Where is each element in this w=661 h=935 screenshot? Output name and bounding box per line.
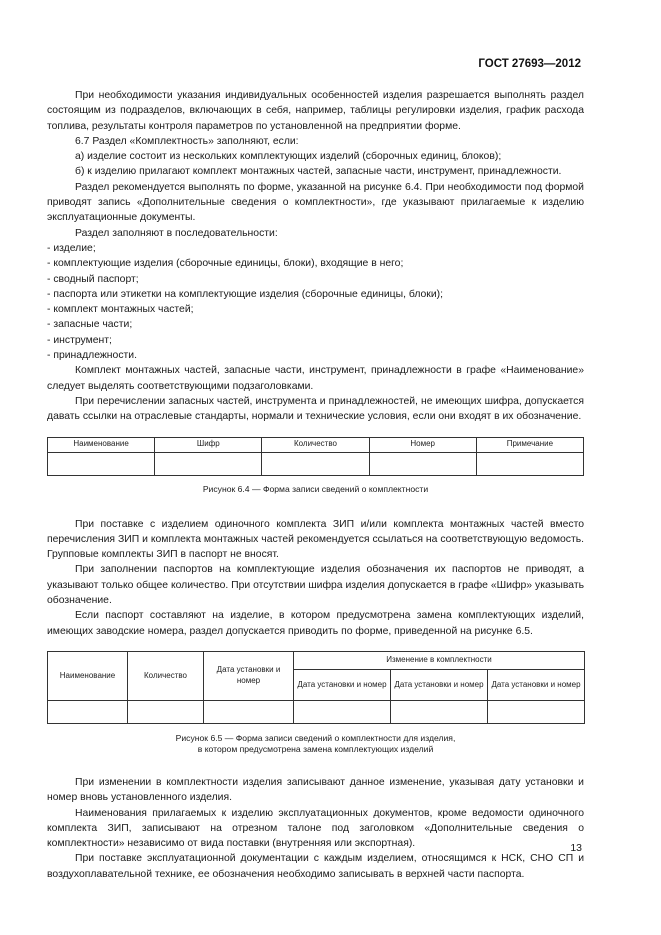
table-cell [262, 452, 369, 475]
figure-caption: Рисунок 6.4 — Форма записи сведений о комплектности [202, 483, 429, 494]
column-header-number: Номер [369, 437, 476, 452]
paragraph: При поставке эксплуатационной документации с каждым изделием, относящимся к НСК, СНО СП и воздухоплавательной технике, ее обозначения необходимо записывать в верхней части паспорта. [47, 853, 584, 880]
list-item: - комплектующие изделия (сборочные единицы, блоки), входящие в него; [47, 258, 404, 270]
table-cell [476, 452, 583, 475]
table-cell [391, 700, 488, 723]
replacement-completeness-form-table [47, 651, 585, 724]
column-header-code: Шифр [155, 437, 262, 452]
table-cell [155, 452, 262, 475]
completeness-form-table [47, 437, 584, 476]
table-header-row [48, 651, 585, 669]
column-header-name: Наименование [48, 437, 155, 452]
table-cell [128, 700, 204, 723]
table-cell [204, 700, 294, 723]
table-header-row [48, 437, 584, 452]
list-item: б) к изделию прилагают комплект монтажных частей, запасные части, инструмент, принадлежности. [75, 166, 562, 178]
table-cell [369, 452, 476, 475]
list-item: - сводный паспорт; [47, 273, 139, 285]
column-header-quantity: Количество [128, 651, 204, 700]
paragraph: Комплект монтажных частей, запасные части, инструмент, принадлежности в графе «Наименование» следует выделять соответствующими подзаголовками. [47, 365, 584, 392]
table-cell [488, 700, 585, 723]
section-heading: 6.7 Раздел «Комплектность» заполняют, если: [75, 135, 299, 147]
paragraph: При поставке с изделием одиночного комплекта ЗИП и/или комплекта монтажных частей вместо перечисления ЗИП и комплекта монтажных частей рекомендуется ссылаться на соответствующую ведомость. Групповые комплекты ЗИП в паспорт не вносят. [47, 518, 584, 561]
list-item: - принадлежности. [47, 350, 137, 362]
list-item: - запасные части; [47, 319, 133, 331]
table-cell [48, 700, 128, 723]
paragraph: При заполнении паспортов на комплектующие изделия обозначения их паспортов не приводят, а указывают только общее количество. При отсутствии шифра изделия допускается в графе «Шифр» указывать обозначение. [47, 564, 584, 607]
table-cell [294, 700, 391, 723]
paragraph: Раздел рекомендуется выполнять по форме, указанной на рисунке 6.4. При необходимости под формой приводят запись «Дополнительные сведения о комплектности», где указывают прилагаемые к изделию эксплуатационные документы. [47, 181, 584, 224]
paragraph: Раздел заполняют в последовательности: [75, 227, 278, 239]
paragraph: При перечислении запасных частей, инструмента и принадлежностей, не имеющих шифра, допускается давать ссылки на отраслевые стандарты, нормали и технические условия, если они входят в их обозначение. [47, 395, 584, 423]
list-item: - изделие; [47, 242, 96, 254]
page-body [47, 88, 584, 882]
column-subheader-install-date: Дата установки и номер [294, 669, 391, 700]
paragraph: При изменении в комплектности изделия записывают данное изменение, указывая дату установки и номер вновь установленного изделия. [47, 776, 584, 804]
column-subheader-install-date: Дата установки и номер [391, 669, 488, 700]
column-header-name: Наименование [48, 651, 128, 700]
figure-caption [47, 733, 584, 755]
column-header-note: Примечание [476, 437, 583, 452]
paragraph: Если паспорт составляют на изделие, в котором предусмотрена замена комплектующих изделий, имеющих заводские номера, раздел допускается приводить по форме, приведенной на рисунке 6.5. [47, 610, 584, 637]
column-subheader-install-date: Дата установки и номер [488, 669, 585, 700]
figure-caption-line: Рисунок 6.5 — Форма записи сведений о комплектности для изделия, [175, 732, 456, 743]
list-item: - инструмент; [47, 334, 112, 346]
list-item: - паспорта или этикетки на комплектующие изделия (сборочные единицы, блоки); [47, 288, 444, 300]
column-header-install-date: Дата установки и номер [204, 651, 294, 700]
list-item: а) изделие состоит из нескольких комплектующих изделий (сборочных единиц, блоков); [75, 151, 502, 163]
column-header-quantity: Количество [262, 437, 369, 452]
paragraph: Наименования прилагаемых к изделию эксплуатационных документов, кроме ведомости одиночного комплекта ЗИП, записывают на отрезном талоне под заголовком «Дополнительные сведения о комплектности» независимо от вида поставки (внутренняя или экспортная). [47, 807, 584, 850]
page-header-standard: ГОСТ 27693—2012 [478, 58, 581, 70]
table-row [48, 700, 585, 723]
table-cell [48, 452, 155, 475]
table-row [48, 452, 584, 475]
page-number: 13 [570, 842, 582, 854]
column-header-completeness-change: Изменение в комплектности [294, 651, 585, 669]
paragraph: При необходимости указания индивидуальных особенностей изделия разрешается выполнять раздел состоящим из подразделов, включающих в себя, например, таблицы регулировки изделия, график расхода топлива, результаты контроля параметров по установленной на предприятии форме. [47, 90, 584, 132]
list-item: - комплект монтажных частей; [47, 304, 194, 316]
figure-caption-line: в котором предусмотрена замена комплектующих изделий [197, 743, 434, 754]
